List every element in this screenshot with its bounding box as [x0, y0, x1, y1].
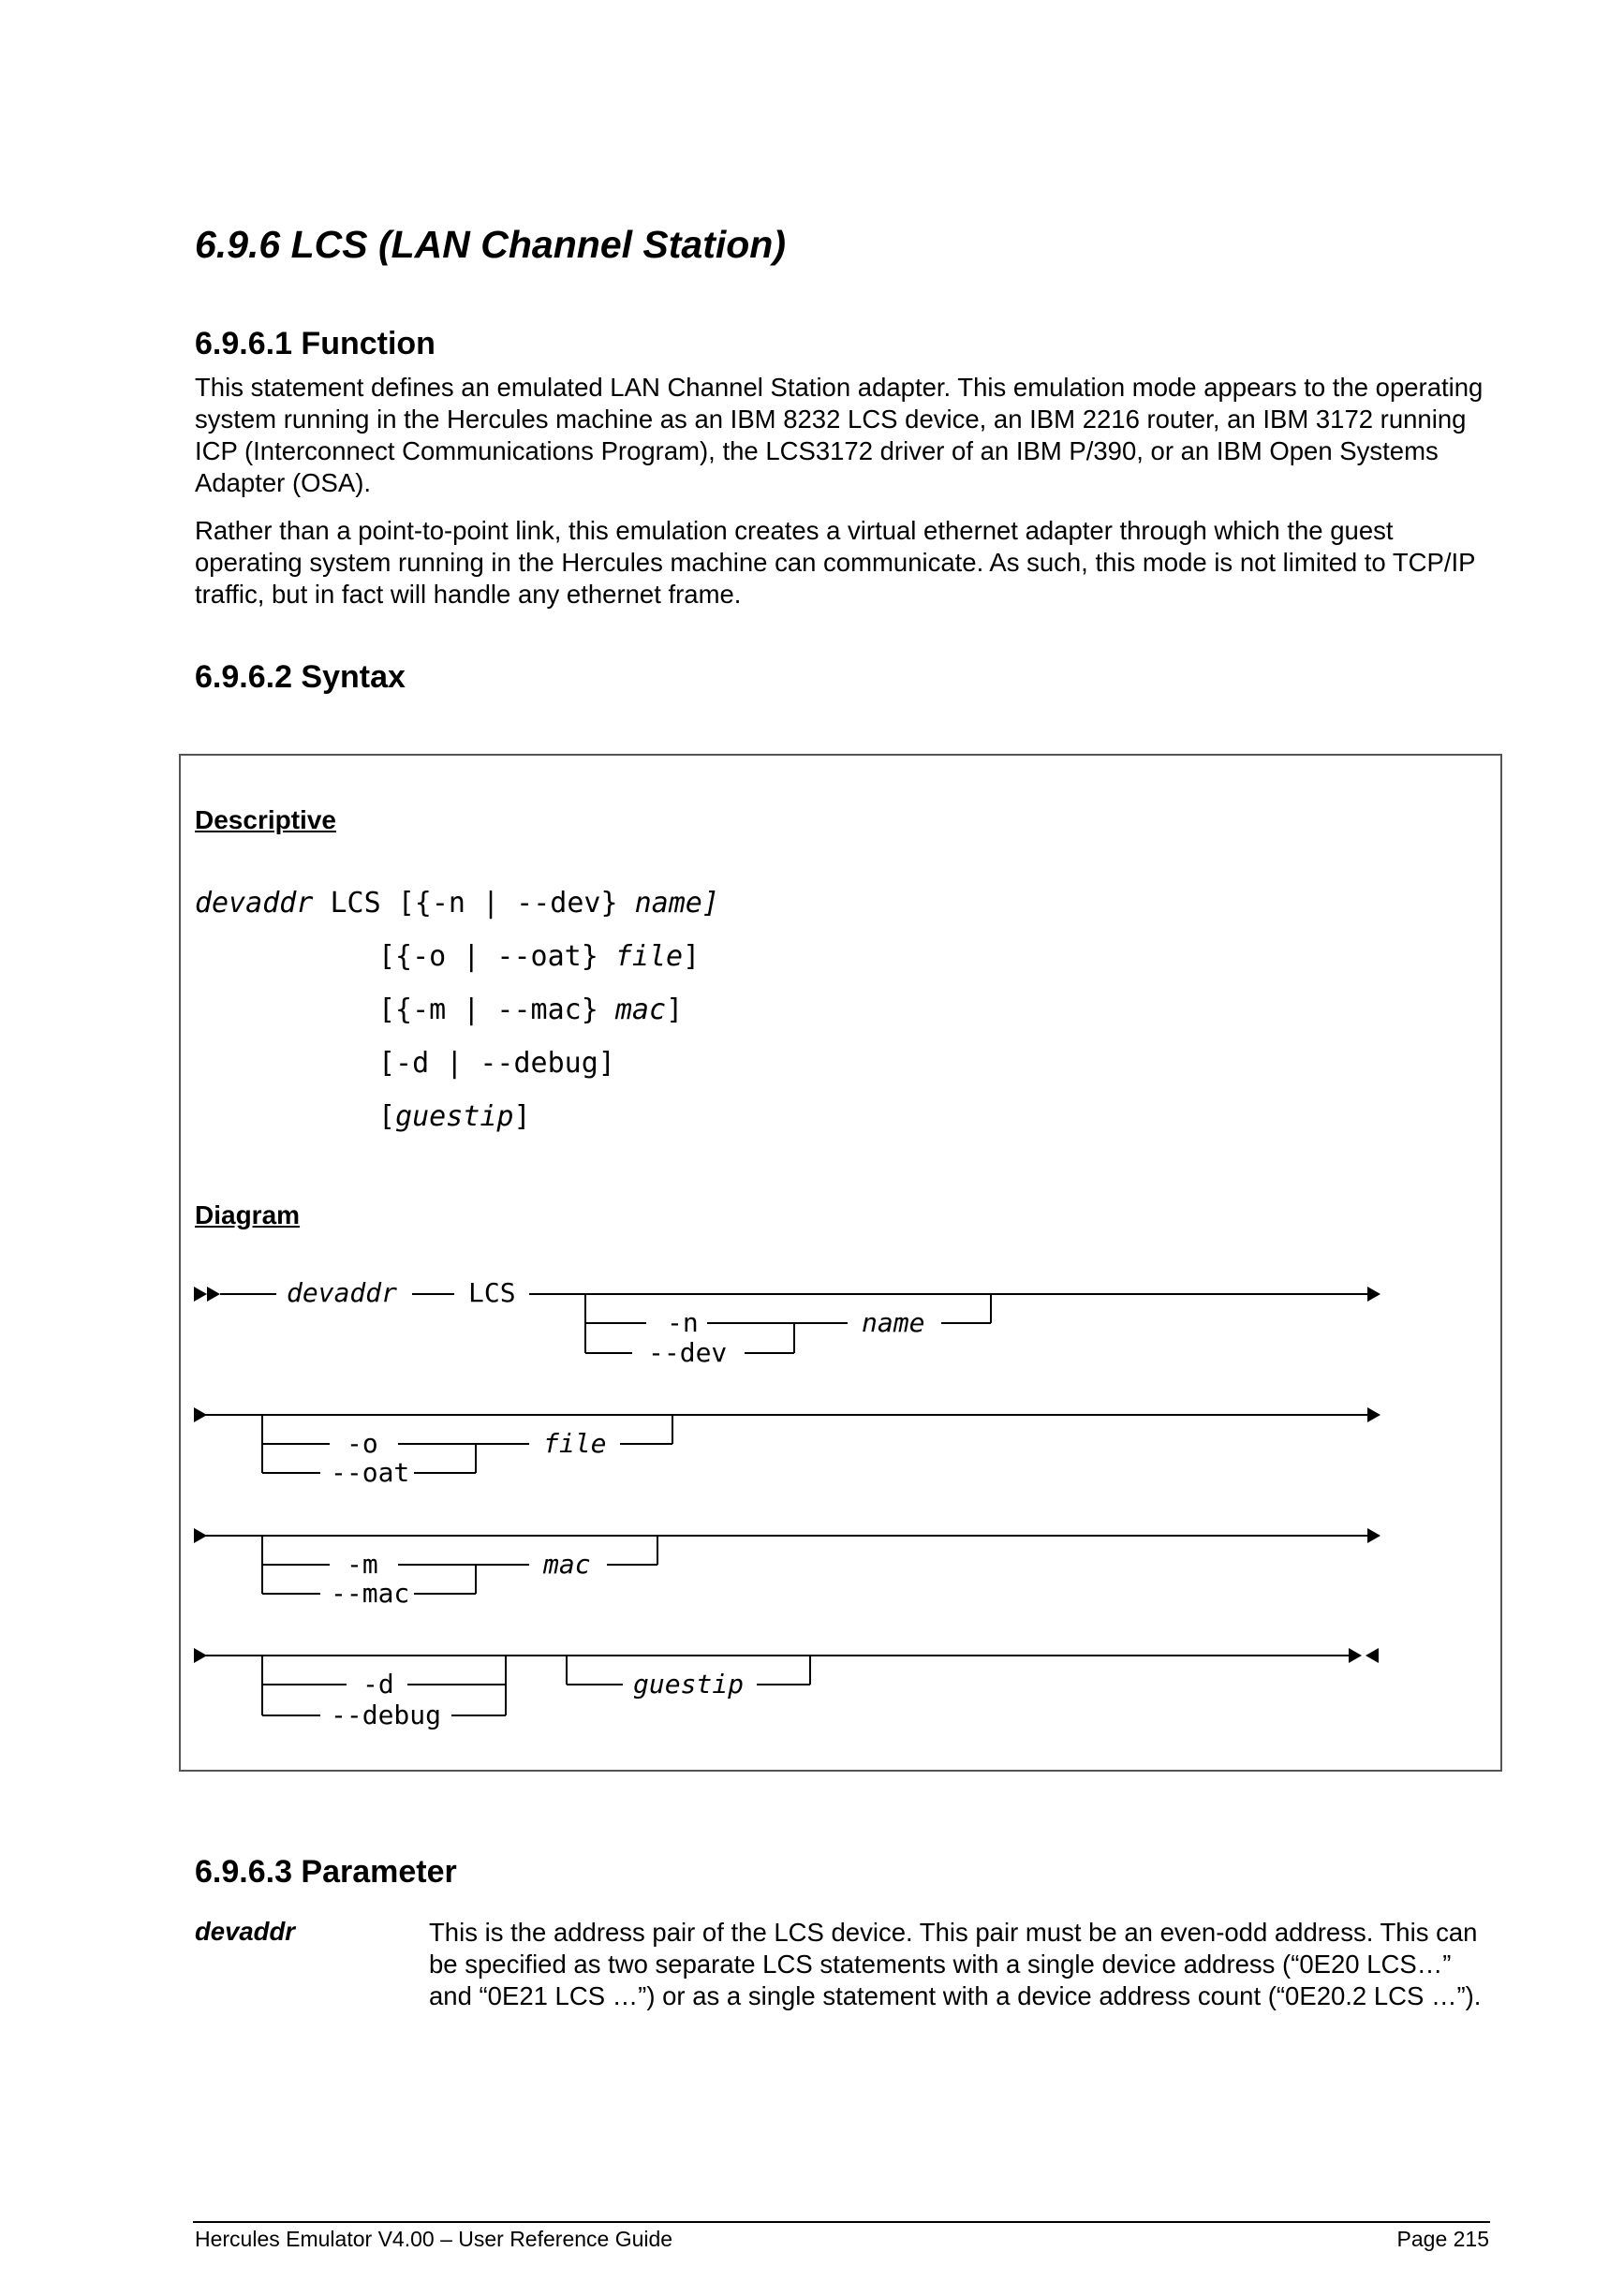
- diagram-d-option: -d: [362, 1669, 394, 1700]
- bracket: ]: [683, 940, 701, 973]
- oat-option: [{-o | --oat}: [378, 940, 615, 973]
- diagram-name-arg: name: [862, 1307, 925, 1338]
- diagram-debug-option: --debug: [331, 1700, 442, 1730]
- diagram-dev-option: --dev: [648, 1337, 728, 1368]
- footer-page-number: Page 215: [1396, 2227, 1489, 2251]
- diagram-file-arg: file: [543, 1428, 607, 1459]
- bracket: ]: [666, 993, 684, 1026]
- diagram-lcs: LCS: [468, 1277, 516, 1308]
- function-heading: 6.9.6.1 Function: [195, 326, 436, 361]
- bracket: ]: [513, 1100, 531, 1133]
- diagram-label: Diagram: [195, 1200, 301, 1229]
- parameter-term-devaddr: devaddr: [195, 1917, 295, 1946]
- diagram-oat-option: --oat: [331, 1457, 410, 1488]
- descriptive-label: Descriptive: [195, 805, 336, 834]
- diagram-devaddr: devaddr: [287, 1277, 398, 1308]
- diagram-m-option: -m: [347, 1549, 378, 1580]
- syntax-heading: 6.9.6.2 Syntax: [195, 659, 406, 695]
- parameter-description-devaddr: This is the address pair of the LCS device. This pair must be an even-odd address. This can be specified as two separate LCS statements with a single device address (“0E20 LCS…” and “0E21 LCS …”) or as a single statement with a device address count (“0E20.2 LCS …”).: [429, 1918, 1482, 2010]
- diagram-mac-arg: mac: [543, 1549, 591, 1580]
- diagram-n-option: -n: [667, 1307, 699, 1338]
- footer-divider: [193, 2221, 1490, 2223]
- file-arg: file: [614, 940, 684, 973]
- diagram-guestip-arg: guestip: [633, 1669, 745, 1700]
- diagram-mac-option: --mac: [331, 1578, 410, 1609]
- lcs-keyword: LCS: [330, 887, 381, 920]
- diagram-o-option: -o: [347, 1428, 378, 1459]
- bracket: [: [378, 1100, 396, 1133]
- parameter-heading: 6.9.6.3 Parameter: [195, 1854, 457, 1890]
- name-arg: name]: [634, 887, 719, 920]
- function-paragraph-1: This statement defines an emulated LAN Channel Station adapter. This emulation mode appears to the operating system running in the Hercules machine as an IBM 8232 LCS device, an IBM 2216 router, an IBM 3172 running ICP (Interconnect Communications Program), the LCS3172 driver of an IBM P/390, or an IBM Open Systems Adapter (OSA).: [195, 373, 1484, 497]
- descriptive-line-4: [-d | --debug]: [378, 1047, 615, 1080]
- footer-guide-title: Hercules Emulator V4.00 – User Reference Guide: [195, 2227, 673, 2251]
- guestip-arg: guestip: [395, 1100, 514, 1133]
- dev-option: [{-n | --dev}: [397, 887, 635, 920]
- function-paragraph-2: Rather than a point-to-point link, this emulation creates a virtual ethernet adapter through which the guest operating system running in the Hercules machine can communicate. As such, this mode is not limited to TCP/IP traffic, but in fact will handle any ethernet frame.: [195, 516, 1475, 609]
- devaddr-term: devaddr: [195, 887, 314, 920]
- mac-option: [{-m | --mac}: [378, 993, 615, 1026]
- mac-arg: mac: [614, 993, 667, 1026]
- section-title: 6.9.6 LCS (LAN Channel Station): [195, 223, 786, 266]
